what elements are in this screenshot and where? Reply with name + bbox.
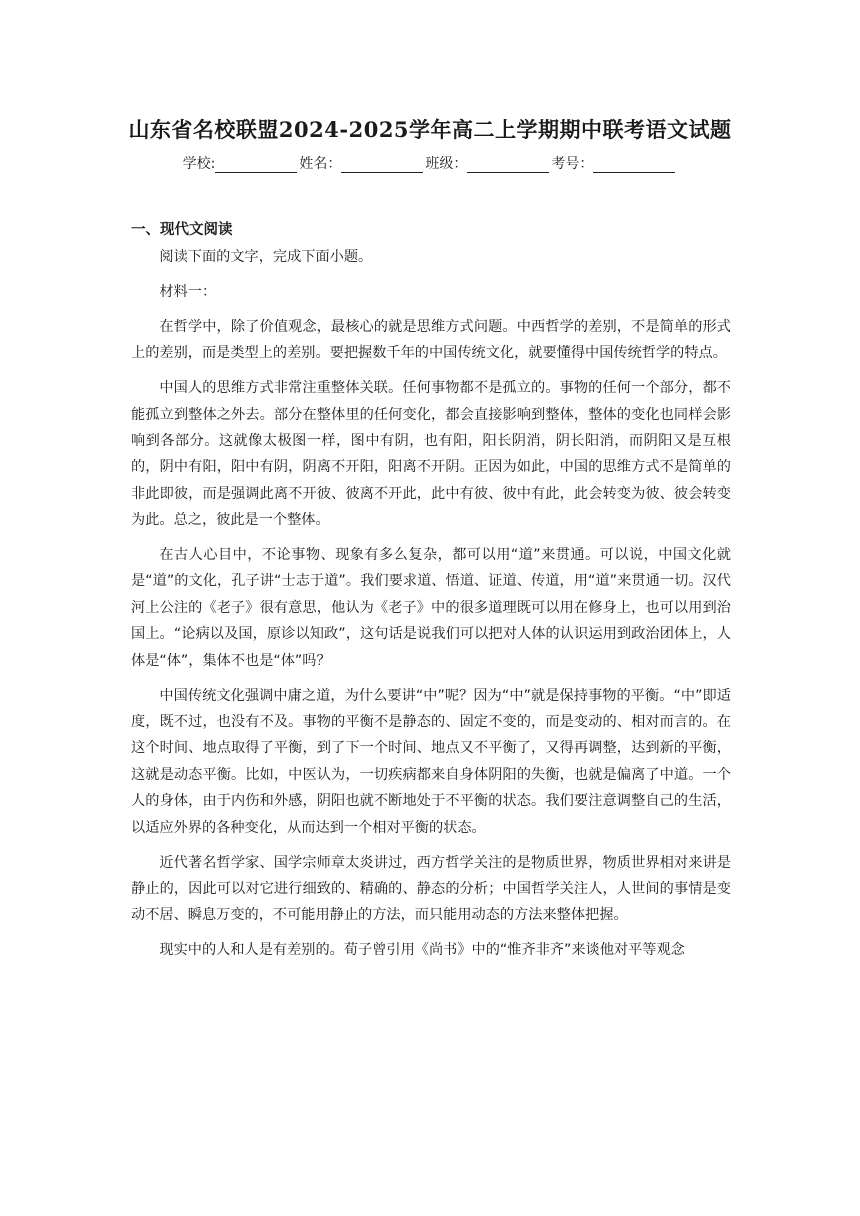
school-label: 学校: (182, 156, 216, 172)
passage-paragraph: 在古人心目中，不论事物、现象有多么复杂，都可以用“道”来贯通。可以说，中国文化就是“道”的文化，孔子讲“士志于道”。我们要求道、悟道、证道、传道，用“道”来贯通一切。汉代河上公注的《老子》很有意思，他认为《老子》中的很多道理既可以用在修身上，也可以用到治国上。“论病以及国，原诊以知政”，这句话是说我们可以把对人体的认识运用到政治团体上，人体是“体”，集体不也是“体”吗？ (131, 547, 731, 669)
instruction-paragraph: 阅读下面的文字，完成下面小题。 (159, 249, 373, 265)
section-heading: 一、现代文阅读 (131, 222, 233, 238)
document-title: 山东省名校联盟2024-2025学年高二上学期期中联考语文试题 (128, 117, 732, 142)
passage-paragraph: 中国人的思维方式非常注重整体关联。任何事物都不是孤立的。事物的任何一个部分，都不能孤立到整体之外去。部分在整体里的任何变化，都会直接影响到整体，整体的变化也同样会影响到各部分。这就像太极图一样，图中有阴，也有阳，阳长阴消，阴长阳消，而阴阳又是互根的，阴中有阳，阳中有阴，阴离不开阳，阳离不开阴。正因为如此，中国的思维方式不是简单的非此即彼，而是强调此离不开彼、彼离不开此，此中有彼、彼中有此，此会转变为彼、彼会转变为此。总之，彼此是一个整体。 (131, 380, 731, 529)
exam-number-blank[interactable] (593, 158, 675, 173)
material-label: 材料一： (159, 283, 217, 300)
reading-passage (131, 244, 731, 972)
class-label: 班级： (425, 156, 468, 172)
passage-paragraph: 中国传统文化强调中庸之道，为什么要讲“中”呢？因为“中”就是保持事物的平衡。“中”即适度，既不过，也没有不及。事物的平衡不是静态的、固定不变的，而是变动的、相对而言的。在这个时间、地点取得了平衡，到了下一个时间、地点又不平衡了，又得再调整，达到新的平衡，这就是动态平衡。比如，中医认为，一切疾病都来自身体阴阳的失衡，也就是偏离了中道。一个人的身体，由于内伤和外感，阴阳也就不断地处于不平衡的状态。我们要注意调整自己的生活，以适应外界的各种变化，从而达到一个相对平衡的状态。 (131, 687, 731, 836)
student-info-line (0, 153, 860, 173)
passage-paragraph: 在哲学中，除了价值观念，最核心的就是思维方式问题。中西哲学的差别，不是简单的形式上的差别，而是类型上的差别。要把握数千年的中国传统文化，就要懂得中国传统哲学的特点。 (131, 318, 731, 362)
school-blank[interactable] (215, 158, 297, 173)
exam-number-label: 考号： (551, 156, 594, 172)
passage-paragraph: 近代著名哲学家、国学宗师章太炎讲过，西方哲学关注的是物质世界，物质世界相对来讲是静止的，因此可以对它进行细致的、精确的、静态的分析；中国哲学关注人，人世间的事情是变动不居、瞬息万变的，不可能用静止的方法，而只能用动态的方法来整体把握。 (131, 854, 731, 924)
name-label: 姓名： (299, 156, 342, 172)
passage-paragraph: 现实中的人和人是有差别的。荀子曾引用《尚书》中的“惟齐非齐”来谈他对平等观念 (159, 942, 685, 959)
class-blank[interactable] (467, 158, 549, 173)
name-blank[interactable] (341, 158, 423, 173)
